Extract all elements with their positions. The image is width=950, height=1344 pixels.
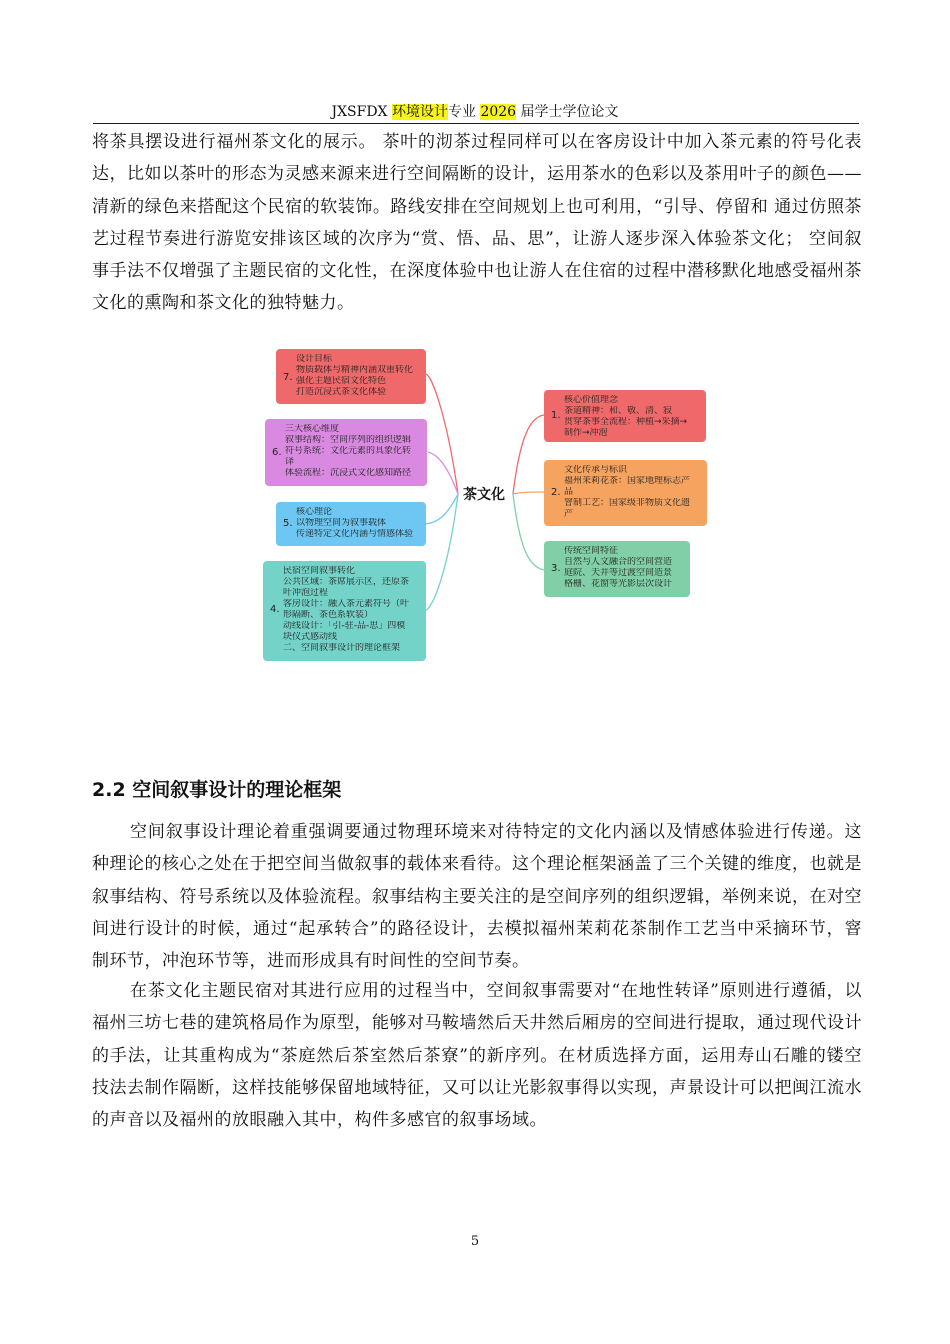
mindmap-node-4 (263, 561, 426, 661)
node-2-line: 产 (564, 509, 574, 519)
node-3-line: 格栅、花窗等光影层次设计 (564, 579, 673, 589)
node-4-line: 块仪式感动线 (283, 632, 338, 642)
connector-2 (513, 492, 544, 494)
node-6-line: 体验流程：沉浸式文化感知路径 (285, 468, 412, 478)
node-1-line: 贯穿茶事全流程：种植→采摘→ (564, 417, 688, 427)
node-7-number: 7. (283, 372, 293, 383)
node-7-line: 物质载体与精神内涵双重转化 (296, 365, 414, 375)
mindmap-figure (258, 342, 710, 664)
connector-5 (426, 494, 458, 524)
connector-6 (428, 452, 458, 494)
mindmap-node-3 (544, 541, 690, 597)
node-2-number: 2. (551, 487, 561, 498)
node-2-title: 文化传承与标识 (564, 465, 628, 475)
node-1-line: 制作→冲泡 (564, 428, 608, 438)
connector-4 (426, 494, 458, 610)
node-3-number: 3. (551, 563, 561, 574)
header-mid: 专业 (447, 104, 481, 120)
body-paragraph-3: 在茶文化主题民宿对其进行应用的过程当中，空间叙事需要对“在地性转译”原则进行遵循，以福州三坊七巷的建筑格局作为原型，能够对马鞍墙然后天井然后厢房的空间进行提取，通过现代设计的手法，让其重构成为“茶庭然后茶室然后茶寮”的新序列。在材质选择方面，运用寿山石雕的镂空技法去制作隔断，这样技能够保留地域特征，又可以让光影叙事得以实现，声景设计可以把闽江流水的声音以及福州的放眼融入其中，构件多感官的叙事场域。 (92, 981, 862, 1131)
node-1-title: 核心价值理念 (564, 395, 619, 405)
body-paragraph-1: 将茶具摆设进行福州茶文化的展示。 茶叶的沏茶过程同样可以在客房设计中加入茶元素的符号化表达，比如以茶叶的形态为灵感来源来进行空间隔断的设计，运用茶水的色彩以及茶用叶子的颜色——清新的绿色来搭配这个民宿的软装饰。路线安排在空间规划上也可利用，“引导、停留和 通过仿照茶艺过程节奏进行游览安排该区域的次序为“赏、悟、品、思”，让游人逐步深入体验茶文化； 空间叙事手法不仅增强了主题民宿的文化性，在深度体验中也让游人在住宿的过程中潜移默化地感受福州茶文化的熏陶和茶文化的独特魅力。 (92, 132, 862, 314)
node-3-title: 传统空间特征 (564, 546, 619, 556)
section-heading: 2.2 空间叙事设计的理论框架 (92, 779, 342, 801)
mindmap-node-5 (276, 502, 426, 546)
body-paragraph-2: 空间叙事设计理论着重强调要通过物理环境来对待特定的文化内涵以及情感体验进行传递。这种理论的核心之处在于把空间当做叙事的载体来看待。这个理论框架涵盖了三个关键的维度，也就是叙事结构、符号系统以及体验流程。叙事结构主要关注的是空间序列的组织逻辑，举例来说，在对空间进行设计的时候，通过“起承转合”的路径设计，去模拟福州茉莉花茶制作工艺当中采摘环节，窨制环节，冲泡环节等，进而形成具有时间性的空间节奏。 (92, 822, 862, 972)
node-4-line: 动线设计：「引-驻-品-思」四模 (283, 621, 406, 631)
mindmap-node-2 (544, 460, 707, 526)
connector-7 (426, 374, 458, 494)
node-3-line: 庭院、天井等过渡空间造景 (564, 568, 673, 578)
node-6-title: 三大核心维度 (285, 424, 340, 434)
page-number: 5 (470, 1234, 480, 1249)
node-5-number: 5. (283, 518, 293, 529)
header-highlight-year: 2026 (480, 104, 517, 120)
node-5-title: 核心理论 (296, 507, 333, 517)
node-4-line: 二、空间叙事设计的理论框架 (283, 643, 401, 653)
connector-1 (513, 415, 544, 494)
node-2-line: 窨制工艺：国家级非物质文化遗 (564, 498, 691, 508)
header-prefix: JXSFDX (331, 104, 392, 120)
node-7-title: 设计目标 (296, 354, 333, 364)
running-header (0, 103, 950, 121)
node-4-number: 4. (270, 604, 280, 615)
mindmap-node-7 (276, 349, 426, 404)
connector-3 (513, 494, 544, 570)
node-3-line: 自然与人文融合的空间营造 (564, 557, 673, 567)
node-7-line: 强化主题民宿文化特色 (296, 376, 387, 386)
mindmap-node-6 (265, 419, 427, 486)
mindmap-node-1 (544, 390, 706, 442)
node-4-line: 公共区域：茶席展示区，还原茶 (283, 577, 410, 587)
header-suffix: 届学士学位论文 (516, 104, 619, 120)
node-6-line: 叙事结构：空间序列的组织逻辑 (285, 435, 412, 445)
node-5-line: 以物理空间为叙事载体 (296, 518, 387, 528)
mindmap-center-topic: 茶文化 (463, 487, 505, 503)
node-2-line: 福州茉莉花茶：国家地理标志产 (564, 476, 691, 486)
node-7-line: 打造沉浸式茶文化体验 (296, 387, 387, 397)
node-4-line: 形隔断、茶色系软装） (283, 610, 374, 620)
node-1-number: 1. (551, 410, 561, 421)
node-6-number: 6. (272, 447, 282, 458)
header-highlight-major: 环境设计 (391, 104, 448, 120)
node-6-line: 符号系统：文化元素的具象化转 (285, 446, 412, 456)
node-4-line: 客房设计：融入茶元素符号（叶 (283, 599, 410, 609)
node-2-line: 品 (564, 487, 574, 497)
node-4-line: 叶冲泡过程 (283, 588, 329, 598)
node-6-line: 译 (285, 457, 295, 467)
node-5-line: 传递特定文化内涵与情感体验 (296, 529, 414, 539)
header-rule (93, 123, 859, 124)
node-4-title: 民宿空间叙事转化 (283, 566, 356, 576)
node-1-line: 茶道精神：和、敬、清、寂 (564, 406, 673, 416)
